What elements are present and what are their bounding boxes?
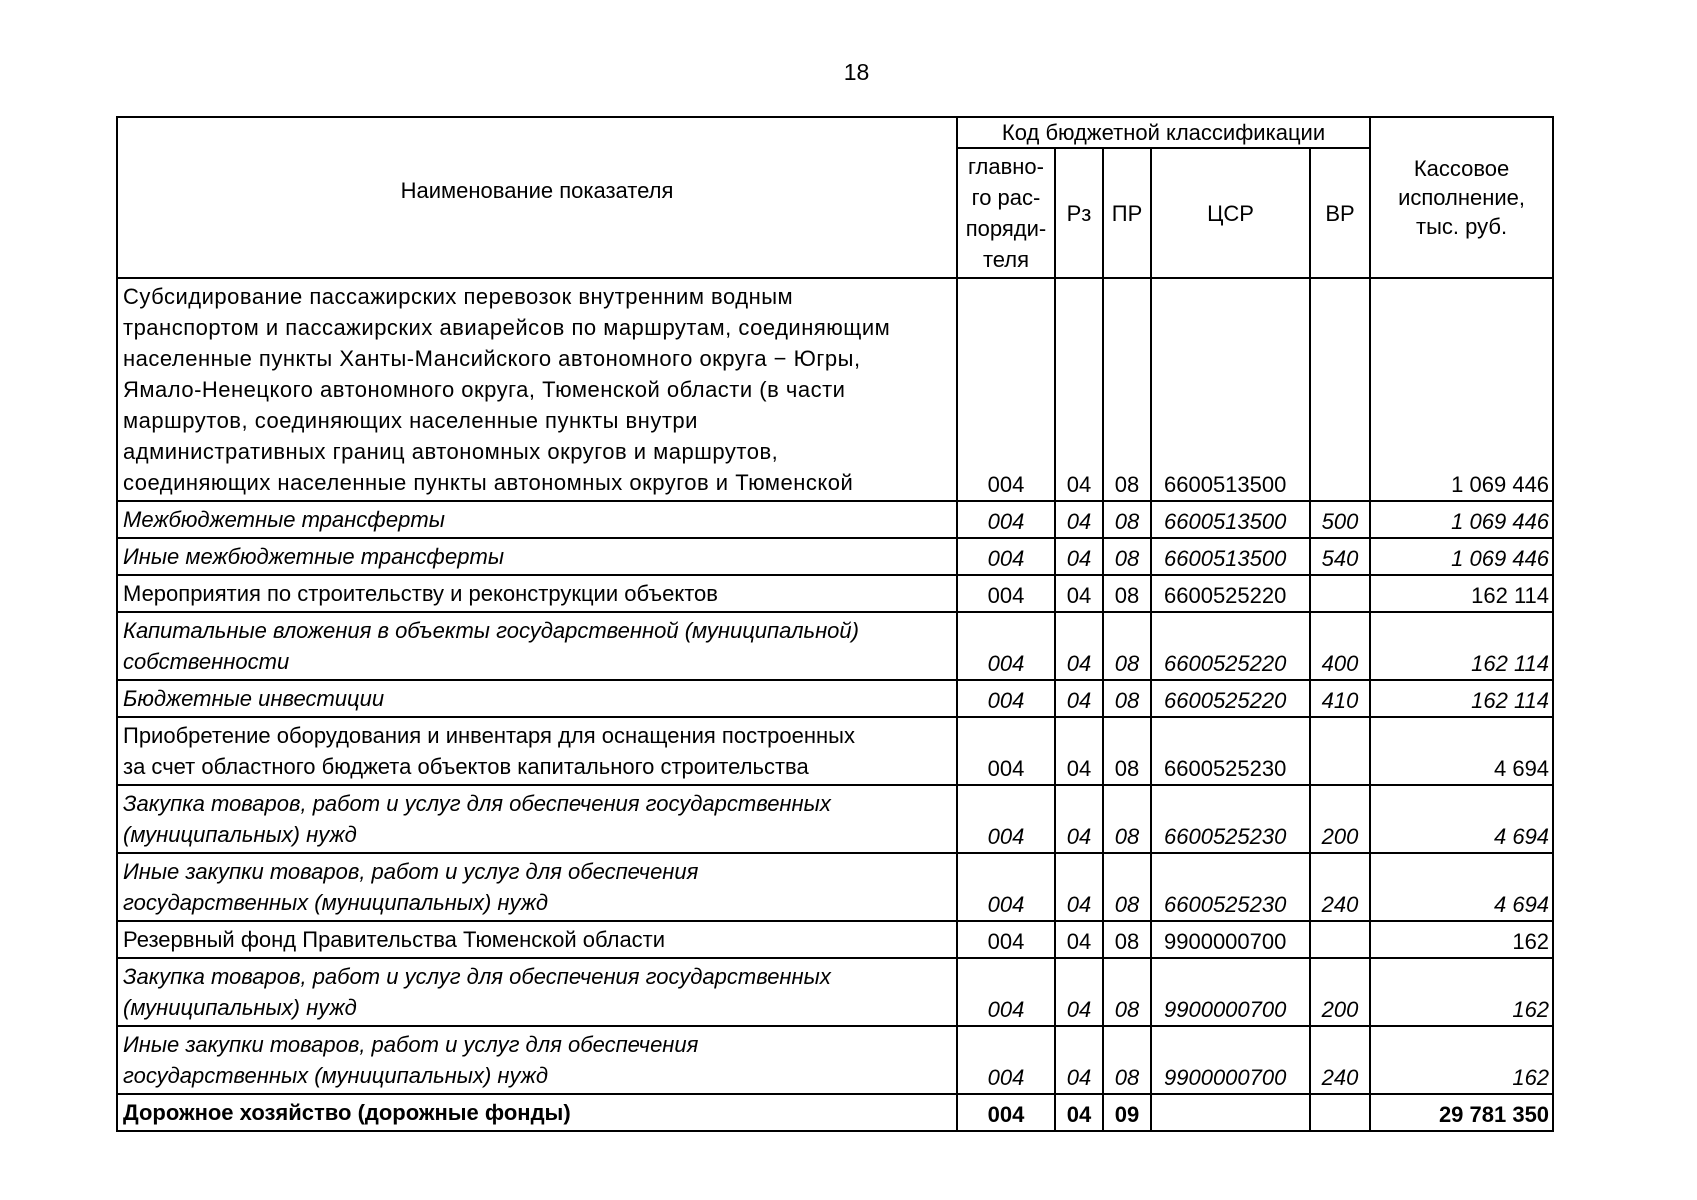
cell-name-line: (муниципальных) нужд: [123, 995, 357, 1020]
cell-glavny: 004: [957, 717, 1055, 785]
header-glavny: главно- го рас- поряди- теля: [957, 148, 1055, 278]
cell-pr: 08: [1103, 853, 1151, 921]
cell-amount: 162 114: [1370, 575, 1553, 612]
cell-pr: 08: [1103, 680, 1151, 717]
cell-amount: 1 069 446: [1370, 538, 1553, 575]
cell-csr: [1151, 1094, 1310, 1131]
cell-csr: 6600525230: [1151, 785, 1310, 853]
header-amount: Кассовое исполнение, тыс. руб.: [1370, 117, 1553, 278]
cell-name-line: Межбюджетные трансферты: [123, 507, 445, 532]
cell-csr: 6600525220: [1151, 575, 1310, 612]
table-row: [117, 785, 1553, 853]
cell-name-line: Иные межбюджетные трансферты: [123, 544, 505, 569]
table-row: [117, 1094, 1553, 1131]
page-number: 18: [843, 59, 870, 85]
cell-name-line: маршрутов, соединяющих населенные пункты внутри: [123, 408, 698, 433]
cell-name: [117, 575, 957, 612]
table-row: [117, 921, 1553, 958]
cell-rz: 04: [1055, 538, 1103, 575]
cell-pr: 09: [1103, 1094, 1151, 1131]
cell-vr: 500: [1310, 501, 1370, 538]
cell-csr: 6600525220: [1151, 612, 1310, 680]
cell-amount: 162: [1370, 1026, 1553, 1094]
cell-vr: 410: [1310, 680, 1370, 717]
table-row: [117, 612, 1553, 680]
cell-pr: 08: [1103, 538, 1151, 575]
cell-name-line: Резервный фонд Правительства Тюменской области: [123, 927, 666, 952]
cell-rz: 04: [1055, 958, 1103, 1026]
cell-name-line: Субсидирование пассажирских перевозок внутренним водным: [123, 284, 794, 309]
cell-csr: 9900000700: [1151, 958, 1310, 1026]
cell-glavny: 004: [957, 958, 1055, 1026]
cell-rz: 04: [1055, 1094, 1103, 1131]
cell-rz: 04: [1055, 785, 1103, 853]
cell-csr: 6600513500: [1151, 278, 1310, 501]
cell-name: [117, 612, 957, 680]
header-vr: ВР: [1310, 148, 1370, 278]
cell-vr: 200: [1310, 785, 1370, 853]
cell-vr: 540: [1310, 538, 1370, 575]
budget-table: [116, 116, 1554, 1132]
cell-glavny: 004: [957, 785, 1055, 853]
cell-glavny: 004: [957, 278, 1055, 501]
cell-vr: [1310, 717, 1370, 785]
cell-name: [117, 501, 957, 538]
cell-csr: 6600513500: [1151, 538, 1310, 575]
cell-name-line: государственных (муниципальных) нужд: [123, 890, 549, 915]
cell-name: [117, 538, 957, 575]
cell-name-line: (муниципальных) нужд: [123, 822, 357, 847]
cell-csr: 9900000700: [1151, 1026, 1310, 1094]
cell-csr: 6600525230: [1151, 853, 1310, 921]
cell-name-line: Ямало-Ненецкого автономного округа, Тюменской области (в части: [123, 377, 846, 402]
cell-vr: [1310, 278, 1370, 501]
header-code-group: Код бюджетной классификации: [957, 117, 1370, 148]
table-row: [117, 575, 1553, 612]
cell-vr: 240: [1310, 853, 1370, 921]
cell-amount: 4 694: [1370, 785, 1553, 853]
cell-csr: 9900000700: [1151, 921, 1310, 958]
cell-glavny: 004: [957, 921, 1055, 958]
cell-pr: 08: [1103, 717, 1151, 785]
cell-name-line: Иные закупки товаров, работ и услуг для обеспечения: [123, 859, 699, 884]
table-row: [117, 278, 1553, 501]
cell-name-line: Бюджетные инвестиции: [123, 686, 385, 711]
cell-glavny: 004: [957, 501, 1055, 538]
cell-pr: 08: [1103, 785, 1151, 853]
cell-vr: [1310, 921, 1370, 958]
cell-amount: 1 069 446: [1370, 278, 1553, 501]
cell-amount: 4 694: [1370, 853, 1553, 921]
cell-name: [117, 680, 957, 717]
table-row: [117, 853, 1553, 921]
cell-vr: [1310, 575, 1370, 612]
cell-pr: 08: [1103, 278, 1151, 501]
cell-vr: 200: [1310, 958, 1370, 1026]
cell-name-line: государственных (муниципальных) нужд: [123, 1063, 549, 1088]
cell-name: [117, 853, 957, 921]
cell-glavny: 004: [957, 1026, 1055, 1094]
cell-amount: 162 114: [1370, 612, 1553, 680]
cell-pr: 08: [1103, 958, 1151, 1026]
cell-rz: 04: [1055, 680, 1103, 717]
header-name: Наименование показателя: [117, 117, 957, 278]
cell-name: [117, 717, 957, 785]
cell-name: [117, 1094, 957, 1131]
cell-rz: 04: [1055, 1026, 1103, 1094]
table-row: [117, 717, 1553, 785]
table-row: [117, 501, 1553, 538]
cell-vr: 240: [1310, 1026, 1370, 1094]
cell-csr: 6600525230: [1151, 717, 1310, 785]
header-csr: ЦСР: [1151, 148, 1310, 278]
cell-amount: 162 114: [1370, 680, 1553, 717]
header-rz: Рз: [1055, 148, 1103, 278]
table-row: [117, 958, 1553, 1026]
cell-name: [117, 958, 957, 1026]
cell-name-line: Закупка товаров, работ и услуг для обеспечения государственных: [123, 964, 831, 989]
header-pr: ПР: [1103, 148, 1151, 278]
cell-rz: 04: [1055, 853, 1103, 921]
cell-rz: 04: [1055, 921, 1103, 958]
cell-name-line: соединяющих населенные пункты автономных округов и Тюменской: [123, 470, 854, 495]
table-body: [117, 278, 1553, 1131]
cell-name-line: Дорожное хозяйство (дорожные фонды): [123, 1100, 571, 1125]
cell-name-line: населенные пункты Ханты-Мансийского автономного округа − Югры,: [123, 346, 861, 371]
cell-rz: 04: [1055, 717, 1103, 785]
cell-name-line: собственности: [123, 649, 290, 674]
cell-name: [117, 921, 957, 958]
cell-name-line: Закупка товаров, работ и услуг для обеспечения государственных: [123, 791, 831, 816]
cell-name: [117, 278, 957, 501]
cell-name-line: Иные закупки товаров, работ и услуг для обеспечения: [123, 1032, 699, 1057]
cell-glavny: 004: [957, 612, 1055, 680]
cell-amount: 29 781 350: [1370, 1094, 1553, 1131]
cell-name-line: Капитальные вложения в объекты государственной (муниципальной): [123, 618, 859, 643]
cell-amount: 162: [1370, 958, 1553, 1026]
table-row: [117, 680, 1553, 717]
cell-rz: 04: [1055, 278, 1103, 501]
cell-amount: 4 694: [1370, 717, 1553, 785]
cell-csr: 6600525220: [1151, 680, 1310, 717]
table-row: [117, 1026, 1553, 1094]
cell-pr: 08: [1103, 612, 1151, 680]
cell-glavny: 004: [957, 853, 1055, 921]
cell-glavny: 004: [957, 1094, 1055, 1131]
cell-amount: 162: [1370, 921, 1553, 958]
cell-glavny: 004: [957, 538, 1055, 575]
cell-pr: 08: [1103, 575, 1151, 612]
cell-glavny: 004: [957, 680, 1055, 717]
cell-csr: 6600513500: [1151, 501, 1310, 538]
cell-rz: 04: [1055, 612, 1103, 680]
cell-name-line: Приобретение оборудования и инвентаря для оснащения построенных: [123, 723, 855, 748]
cell-name: [117, 785, 957, 853]
cell-name-line: транспортом и пассажирских авиарейсов по маршрутам, соединяющим: [123, 315, 891, 340]
cell-name: [117, 1026, 957, 1094]
cell-pr: 08: [1103, 501, 1151, 538]
cell-pr: 08: [1103, 1026, 1151, 1094]
cell-rz: 04: [1055, 501, 1103, 538]
table-header: [117, 117, 1553, 278]
cell-name-line: за счет областного бюджета объектов капитального строительства: [123, 754, 809, 779]
cell-rz: 04: [1055, 575, 1103, 612]
cell-vr: [1310, 1094, 1370, 1131]
cell-name-line: административных границ автономных округов и маршрутов,: [123, 439, 779, 464]
cell-pr: 08: [1103, 921, 1151, 958]
table-row: [117, 538, 1553, 575]
cell-name-line: Мероприятия по строительству и реконструкции объектов: [123, 581, 718, 606]
cell-amount: 1 069 446: [1370, 501, 1553, 538]
cell-glavny: 004: [957, 575, 1055, 612]
cell-vr: 400: [1310, 612, 1370, 680]
